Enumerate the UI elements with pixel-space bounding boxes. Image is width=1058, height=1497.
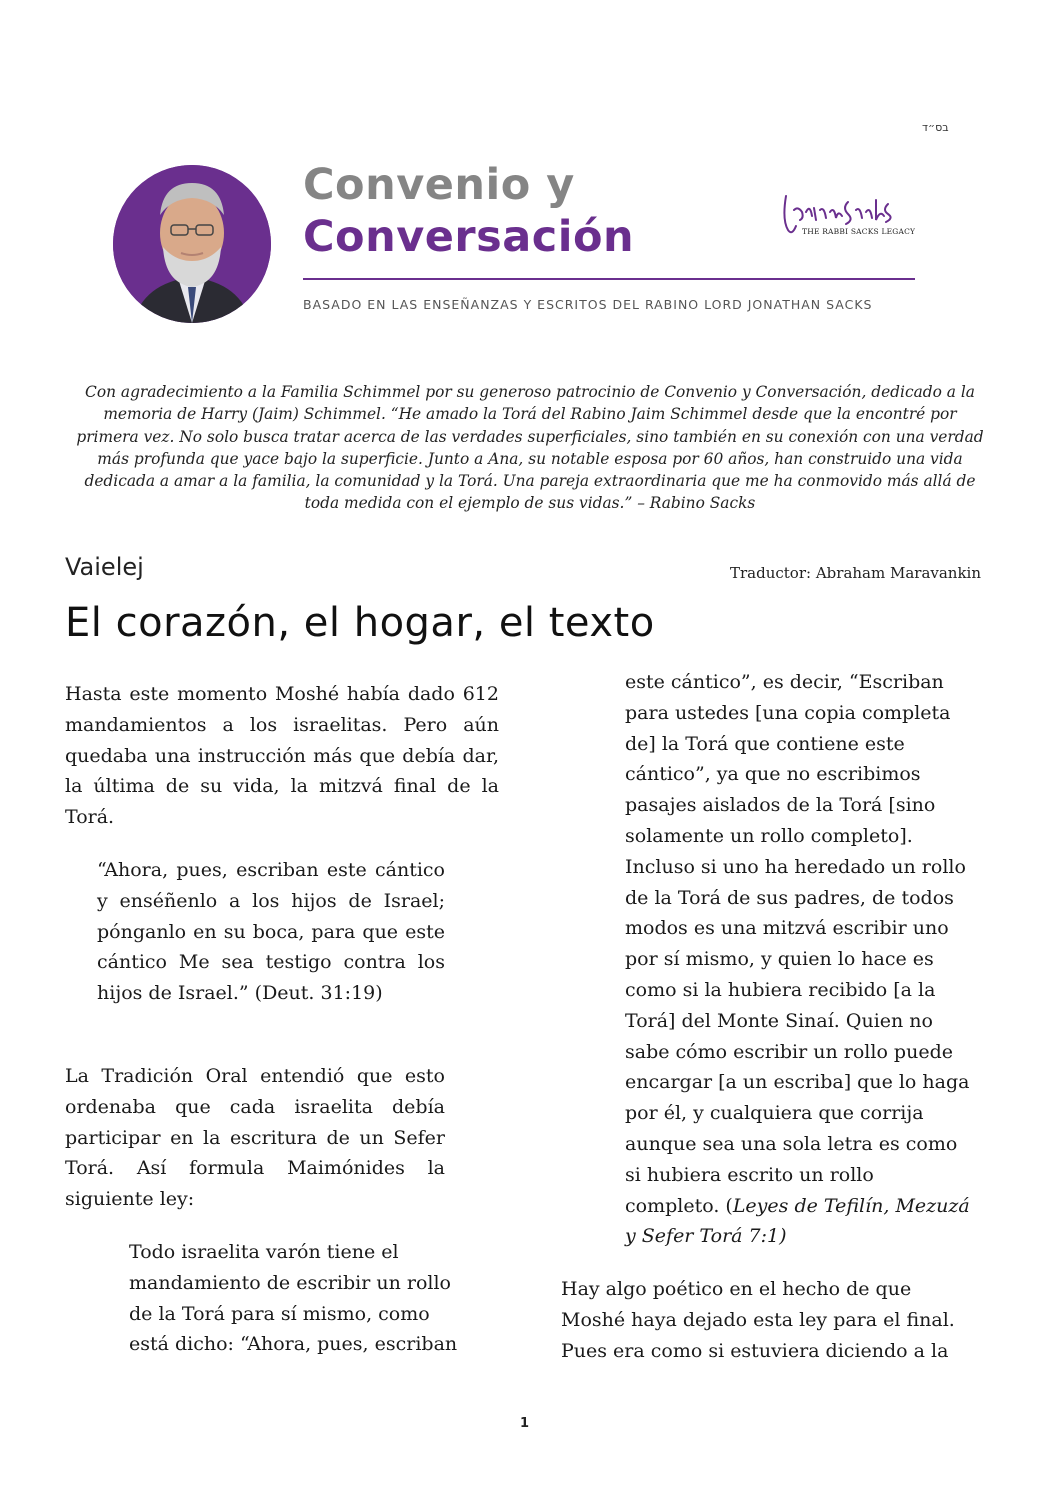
paragraph-line: Moshé haya dejado esta ley para el final. [561, 1308, 955, 1331]
dedication-text: Con agradecimiento a la Familia Schimmel por su generoso patrocinio de Convenio y Conversación, dedicado a la memoria de Harry (Jaim) Schimmel. “He amado la Torá del Rabino Jaim Schimmel desde que la encontré por primera vez. No solo busca tratar acerca de las verdades superficiales, sino también en su conexión con una verdad más profunda que yace bajo la superficie. Junto a Ana, su notable esposa por 60 años, han construido una vida dedicada a amar a la familia, la comunidad y la Torá. Una pareja extraordinaria que me ha conmovido más allá de toda medida con el ejemplo de sus vidas.” – Rabino Sacks [76, 383, 984, 513]
right-quote-maimonides [625, 667, 1005, 1252]
quote-line-citation [625, 1191, 1005, 1222]
rabbi-portrait [113, 165, 271, 323]
quote-line: de la Torá para sí mismo, como [129, 1302, 430, 1325]
left-quote-deut: “Ahora, pues, escriban este cántico y enséñenlo a los hijos de Israel; pónganlo en su boca, para que este cántico Me sea testigo contra los hijos de Israel.” (Deut. 31:19) [97, 859, 445, 1005]
quote-line: para ustedes [una copia completa [625, 701, 951, 724]
page-number: 1 [520, 1416, 530, 1431]
left-quote-maimonides [129, 1237, 499, 1360]
quote-line: pasajes aislados de la Torá [sino [625, 794, 936, 817]
right-paragraph [561, 1274, 1001, 1366]
paragraph-line: Hay algo poético en el hecho de que [561, 1278, 912, 1300]
translator-credit: Traductor: Abraham Maravankin [730, 564, 982, 582]
quote-line: Torá] del Monte Sinaí. Quien no [625, 1009, 933, 1032]
quote-line: modos es una mitzvá escribir uno [625, 917, 949, 940]
quote-line: este cántico”, es decir, “Escriban [625, 671, 944, 693]
quote-line: como si la hubiera recibido [a la [625, 978, 936, 1001]
citation-prefix: completo. ( [625, 1194, 733, 1217]
quote-line: solamente un rollo completo]. [625, 824, 913, 847]
quote-line: mandamiento de escribir un rollo [129, 1271, 451, 1294]
quote-line: encargar [a un escriba] que lo haga [625, 1071, 970, 1094]
quote-line: cántico”, ya que no escribimos [625, 763, 921, 786]
quote-line: por él, y cualquiera que corrija [625, 1102, 924, 1125]
quote-line: de] la Torá que contiene este [625, 732, 905, 755]
quote-line: sabe cómo escribir un rollo puede [625, 1040, 953, 1063]
quote-line: Todo israelita varón tiene el [129, 1241, 399, 1263]
header-rule [303, 278, 915, 280]
quote-line-citation [625, 1221, 1005, 1252]
legacy-label: THE RABBI SACKS LEGACY [802, 227, 916, 236]
parasha-name: Vaielej [65, 553, 144, 581]
left-paragraph-1: Hasta este momento Moshé había dado 612 mandamientos a los israelitas. Pero aún quedaba una instrucción más que debía dar, la última de su vida, la mitzvá final de la Torá. [65, 683, 499, 829]
paragraph-line: Pues era como si estuviera diciendo a la [561, 1339, 949, 1362]
quote-line: de la Torá de sus padres, de todos [625, 886, 954, 909]
quote-line: aunque sea una sola letra es como [625, 1132, 958, 1155]
quote-line: está dicho: “Ahora, pues, escriban [129, 1333, 458, 1356]
quote-line: si hubiera escrito un rollo [625, 1163, 874, 1186]
quote-line: por sí mismo, y quien lo hace es [625, 948, 934, 971]
citation-source-cont: y Sefer Torá 7:1) [625, 1225, 787, 1248]
header-subtitle: BASADO EN LAS ENSEÑANZAS Y ESCRITOS DEL RABINO LORD JONATHAN SACKS [303, 297, 873, 312]
brand-title-line1: Convenio y [303, 160, 575, 210]
citation-source: Leyes de Tefilín, Mezuzá [732, 1194, 970, 1217]
quote-line: Incluso si uno ha heredado un rollo [625, 855, 966, 878]
brand-title-line2: Conversación [303, 212, 635, 262]
article-title: El corazón, el hogar, el texto [65, 600, 655, 646]
left-paragraph-2: La Tradición Oral entendió que esto ordenaba que cada israelita debía participar en la escritura de un Sefer Torá. Así formula Maimónides la siguiente ley: [65, 1065, 445, 1211]
bsd-mark: בס״ד [922, 121, 949, 134]
